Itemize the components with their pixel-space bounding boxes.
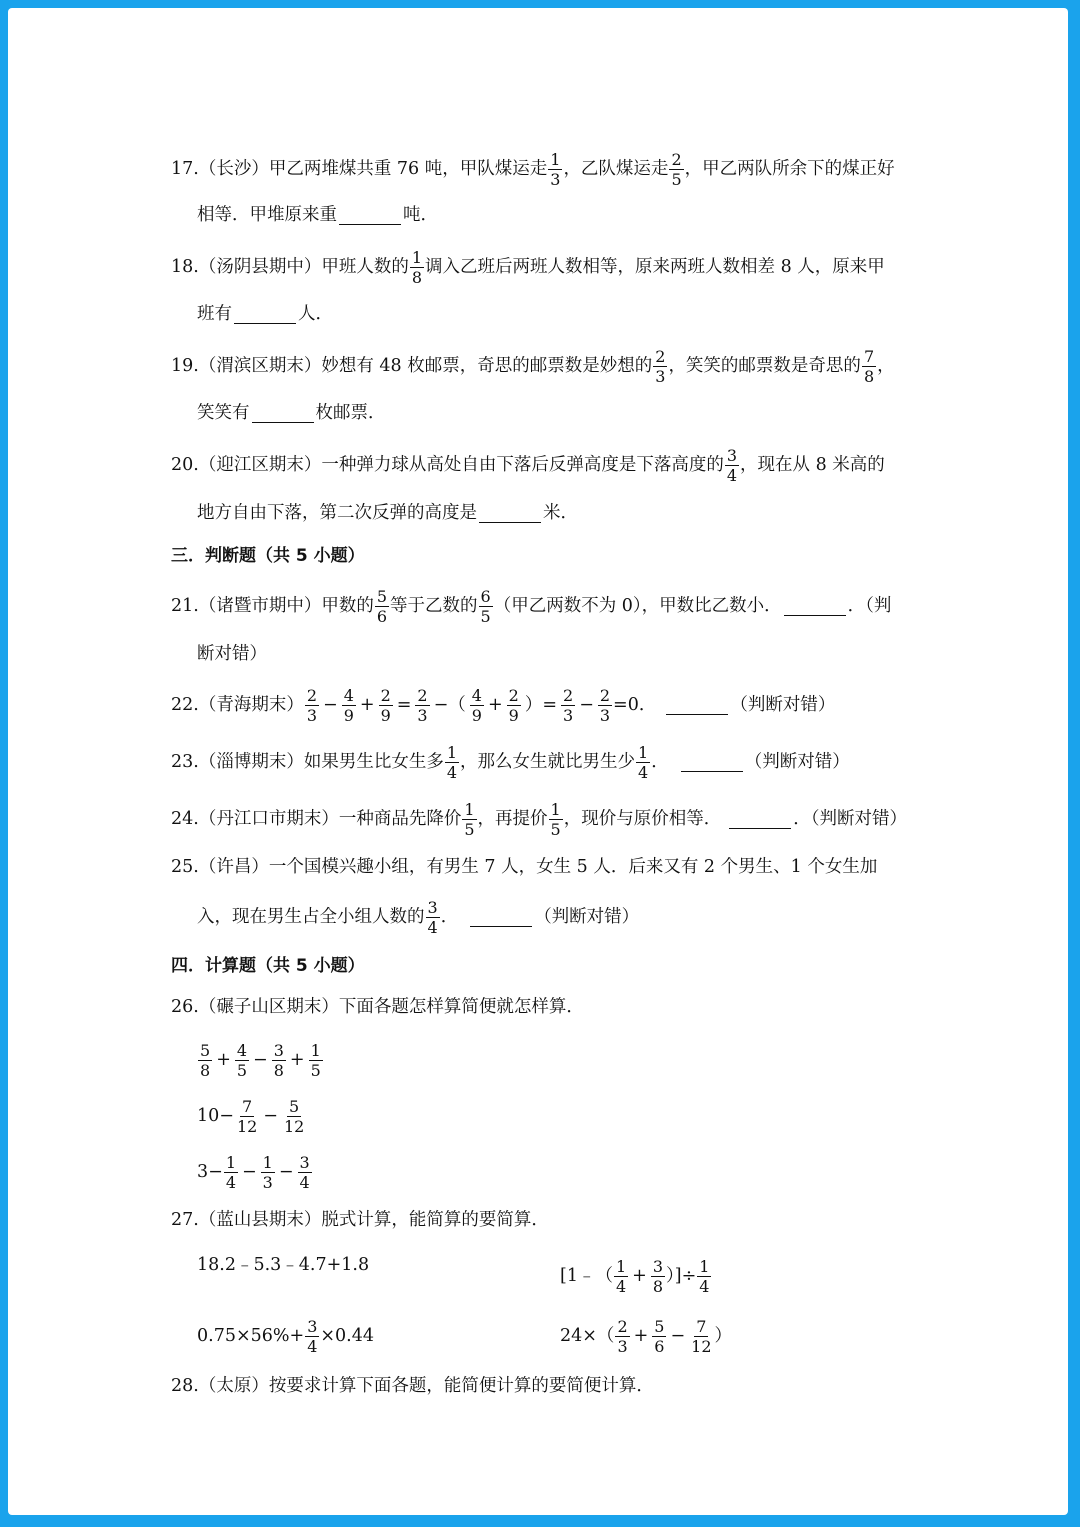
fraction-numerator: 5 [376, 587, 388, 606]
fraction-denominator: 3 [262, 1173, 273, 1192]
fraction-denominator: 6 [654, 1337, 665, 1356]
answer-blank[interactable] [784, 599, 846, 616]
fraction [305, 688, 319, 724]
question-26: 26. （碾子山区期末）下面各题怎样算简便就怎样算． [171, 997, 584, 1018]
fraction-numerator: 2 [599, 686, 611, 705]
fraction-denominator: 5 [480, 607, 491, 626]
fraction-numerator: 4 [343, 686, 354, 705]
section-heading-calculation: 四．计算题（共 5 小题） [171, 955, 365, 976]
worksheet-page [8, 8, 1068, 1515]
fraction-denominator: 8 [863, 367, 875, 386]
answer-blank[interactable] [339, 208, 401, 225]
fraction-denominator: 5 [236, 1061, 248, 1080]
fraction [652, 1319, 666, 1355]
question-number: 21. [171, 596, 199, 617]
fraction-denominator: 4 [299, 1173, 310, 1192]
fraction-numerator: 1 [464, 800, 475, 819]
fraction [342, 688, 356, 724]
fraction [298, 1155, 312, 1191]
question-22: 22. （青海期末） $\frac{2}{3}$ − $\frac{4}{9}$ + $\frac{2}{9}$ = $\frac{2}{3}$ −（ $\frac{4}{9}$ + $\frac{2}{9}$ ）= $\frac{2}{3}$ − $\frac{2}{3}$ =0． （判断对错） [171, 686, 836, 725]
fraction [379, 688, 393, 724]
answer-blank[interactable] [234, 307, 296, 324]
question-number: 28. [171, 1376, 199, 1397]
question-21: 21. （诸暨市期中）甲数的 $\frac{5}{6}$ 等于乙数的 $\frac{6}{5}$ （甲乙两数不为 0），甲数比乙数小． ．（判 [171, 587, 892, 626]
answer-blank[interactable] [729, 812, 791, 829]
fraction-denominator: 9 [508, 706, 519, 725]
question-23: 23. （淄博期末）如果男生比女生多 $\frac{1}{4}$ ，那么女生就比男生少 $\frac{1}{4}$ ． （判断对错） [171, 743, 850, 782]
question-19-line2: 笑笑有 枚邮票． [197, 403, 386, 424]
fraction-denominator: 4 [427, 918, 438, 937]
fraction [479, 589, 493, 625]
fraction [548, 152, 562, 188]
fraction-denominator: 5 [464, 820, 475, 839]
fraction-numerator: 3 [427, 898, 438, 917]
question-19: 19. （渭滨区期末）妙想有 48 枚邮票，奇思的邮票数是妙想的 $\frac{2}{3}$ ，笑笑的邮票数是奇思的 $\frac{7}{8}$ ， [171, 347, 895, 386]
fraction-numerator: 2 [617, 1317, 628, 1336]
fraction-denominator: 3 [563, 706, 574, 725]
fraction [549, 802, 563, 838]
question-28: 28. （太原）按要求计算下面各题，能简便计算的要简便计算． [171, 1376, 654, 1397]
fraction [272, 1043, 286, 1079]
question-24: 24. （丹江口市期末）一种商品先降价 $\frac{1}{5}$ ，再提价 $\frac{1}{5}$ ，现价与原价相等． ．（判断对错） [171, 800, 907, 839]
fraction-numerator: 1 [699, 1257, 710, 1276]
fraction-denominator: 4 [726, 466, 738, 485]
fraction-numerator: 2 [306, 686, 318, 705]
fraction-numerator: 2 [563, 686, 574, 705]
fraction [598, 688, 612, 724]
fraction-denominator: 4 [615, 1277, 627, 1296]
fraction [697, 1259, 711, 1295]
question-18: 18. （汤阴县期中）甲班人数的 $\frac{1}{8}$ 调入乙班后两班人数相等，原来两班人数相差 8 人，原来甲 [171, 248, 885, 287]
fraction-denominator: 4 [446, 763, 458, 782]
fraction-denominator: 4 [307, 1337, 318, 1356]
section-heading-judgement: 三．判断题（共 5 小题） [171, 545, 365, 566]
question-27: 27. （蓝山县期末）脱式计算，能简算的要简算． [171, 1210, 549, 1231]
expression-26-1: $\frac{5}{8}$ + $\frac{4}{5}$ − $\frac{3}{8}$ + $\frac{1}{5}$ [200, 1041, 321, 1080]
question-number: 23. [171, 752, 199, 773]
fraction-denominator: 5 [671, 170, 682, 189]
question-25-line2: 入，现在男生占全小组人数的 $\frac{3}{4}$ ． （判断对错） [197, 898, 640, 937]
fraction-numerator: 7 [696, 1317, 707, 1336]
fraction [653, 349, 667, 385]
fraction-numerator: 4 [236, 1041, 248, 1060]
answer-blank[interactable] [470, 910, 532, 927]
fraction-numerator: 1 [550, 800, 561, 819]
fraction [198, 1043, 212, 1079]
fraction-numerator: 1 [615, 1257, 627, 1276]
fraction [426, 900, 440, 936]
question-number: 22. [171, 695, 199, 716]
expression-26-3: 3− $\frac{1}{4}$ − $\frac{1}{3}$ − $\frac{3}{4}$ [197, 1153, 310, 1192]
expression-27-b: [1﹣（ $\frac{1}{4}$ + $\frac{3}{8}$ ）]÷ $\frac{1}{4}$ [560, 1257, 710, 1296]
fraction-denominator: 8 [200, 1061, 211, 1080]
fraction-denominator: 3 [550, 170, 561, 189]
question-number: 25. [171, 857, 199, 878]
answer-blank[interactable] [479, 506, 541, 523]
fraction-numerator: 7 [242, 1097, 253, 1116]
fraction [235, 1043, 249, 1079]
fraction-denominator: 5 [550, 820, 561, 839]
question-21-line2: 断对错） [197, 644, 267, 665]
fraction-denominator: 12 [691, 1337, 712, 1356]
fraction [462, 802, 476, 838]
fraction-denominator: 12 [283, 1117, 305, 1136]
fraction-denominator: 9 [380, 706, 391, 725]
question-25: 25. （许昌）一个国模兴趣小组，有男生 7 人，女生 5 人．后来又有 2 个男生、1 个女生加 [171, 857, 878, 878]
fraction-numerator: 2 [380, 686, 391, 705]
fraction [651, 1259, 665, 1295]
fraction [725, 448, 739, 484]
fraction-denominator: 3 [655, 367, 666, 386]
expression-26-2: 10− $\frac{7}{12}$ − $\frac{5}{12}$ [197, 1097, 305, 1136]
fraction-numerator: 1 [225, 1153, 236, 1172]
expression-27-d: 24×（ $\frac{2}{3}$ + $\frac{5}{6}$ − $\frac{7}{12}$ ） [560, 1317, 733, 1356]
fraction-numerator: 2 [417, 686, 428, 705]
fraction-denominator: 5 [310, 1061, 321, 1080]
fraction [561, 688, 575, 724]
fraction [235, 1099, 259, 1135]
fraction-numerator: 1 [638, 743, 649, 762]
answer-blank[interactable] [252, 406, 314, 423]
question-text: （长沙）甲乙两堆煤共重 76 吨，甲队煤运走 [198, 159, 548, 180]
expression-27-a: 18.2﹣5.3﹣4.7+1.8 [197, 1255, 370, 1276]
question-17: 17. （长沙）甲乙两堆煤共重 76 吨，甲队煤运走 $\frac{1}{3}$ ，乙队煤运走 $\frac{2}{5}$ ，甲乙两队所余下的煤正好 [171, 150, 895, 189]
fraction-numerator: 1 [310, 1041, 321, 1060]
fraction-numerator: 7 [863, 347, 875, 366]
fraction [689, 1319, 713, 1355]
fraction-denominator: 9 [343, 706, 354, 725]
question-20-line2: 地方自由下落，第二次反弹的高度是 米． [197, 503, 578, 524]
fraction-numerator: 3 [273, 1041, 284, 1060]
fraction-numerator: 1 [446, 743, 458, 762]
fraction [445, 745, 459, 781]
fraction [615, 1319, 629, 1355]
question-number: 19. [171, 356, 199, 377]
question-number: 24. [171, 809, 199, 830]
question-number: 27. [171, 1210, 199, 1231]
fraction [309, 1043, 323, 1079]
answer-blank[interactable] [681, 755, 743, 772]
fraction-numerator: 3 [726, 446, 738, 465]
fraction [470, 688, 484, 724]
fraction-numerator: 4 [471, 686, 482, 705]
fraction-numerator: 6 [480, 587, 491, 606]
fraction-numerator: 1 [550, 150, 561, 169]
fraction-numerator: 3 [652, 1257, 664, 1276]
fraction-numerator: 2 [508, 686, 519, 705]
fraction [410, 250, 424, 286]
fraction [614, 1259, 628, 1295]
fraction-denominator: 4 [699, 1277, 710, 1296]
fraction-denominator: 4 [638, 763, 649, 782]
fraction-numerator: 3 [299, 1153, 310, 1172]
fraction [636, 745, 650, 781]
question-number: 17. [171, 159, 199, 180]
question-18-line2: 班有 人． [197, 304, 333, 325]
fraction-denominator: 4 [225, 1173, 236, 1192]
fraction-denominator: 6 [376, 607, 388, 626]
fraction-denominator: 9 [471, 706, 482, 725]
fraction [415, 688, 429, 724]
fraction [224, 1155, 238, 1191]
fraction-denominator: 3 [617, 1337, 628, 1356]
fraction-denominator: 12 [236, 1117, 258, 1136]
question-number: 20. [171, 455, 199, 476]
fraction-denominator: 3 [599, 706, 611, 725]
fraction-numerator: 1 [411, 248, 423, 267]
fraction [507, 688, 521, 724]
answer-blank[interactable] [666, 698, 728, 715]
fraction-denominator: 3 [417, 706, 428, 725]
fraction-denominator: 8 [273, 1061, 284, 1080]
fraction-denominator: 8 [411, 268, 423, 287]
fraction-numerator: 1 [262, 1153, 273, 1172]
fraction-numerator: 5 [289, 1097, 300, 1116]
question-number: 26. [171, 997, 199, 1018]
question-20: 20. （迎江区期末）一种弹力球从高处自由下落后反弹高度是下落高度的 $\frac{3}{4}$ ，现在从 8 米高的 [171, 446, 885, 485]
fraction-numerator: 5 [654, 1317, 665, 1336]
fraction-numerator: 5 [200, 1041, 211, 1060]
question-number: 18. [171, 257, 199, 278]
fraction-numerator: 2 [655, 347, 666, 366]
expression-27-c: 0.75×56%+ $\frac{3}{4}$ ×0.44 [197, 1317, 375, 1356]
fraction [669, 152, 683, 188]
fraction-numerator: 2 [671, 150, 682, 169]
fraction-denominator: 8 [652, 1277, 664, 1296]
fraction [375, 589, 389, 625]
fraction [862, 349, 876, 385]
fraction-denominator: 3 [306, 706, 318, 725]
fraction [282, 1099, 306, 1135]
question-17-line2: 相等．甲堆原来重 吨． [197, 205, 438, 226]
fraction [305, 1319, 319, 1355]
fraction-numerator: 3 [307, 1317, 318, 1336]
fraction [261, 1155, 275, 1191]
